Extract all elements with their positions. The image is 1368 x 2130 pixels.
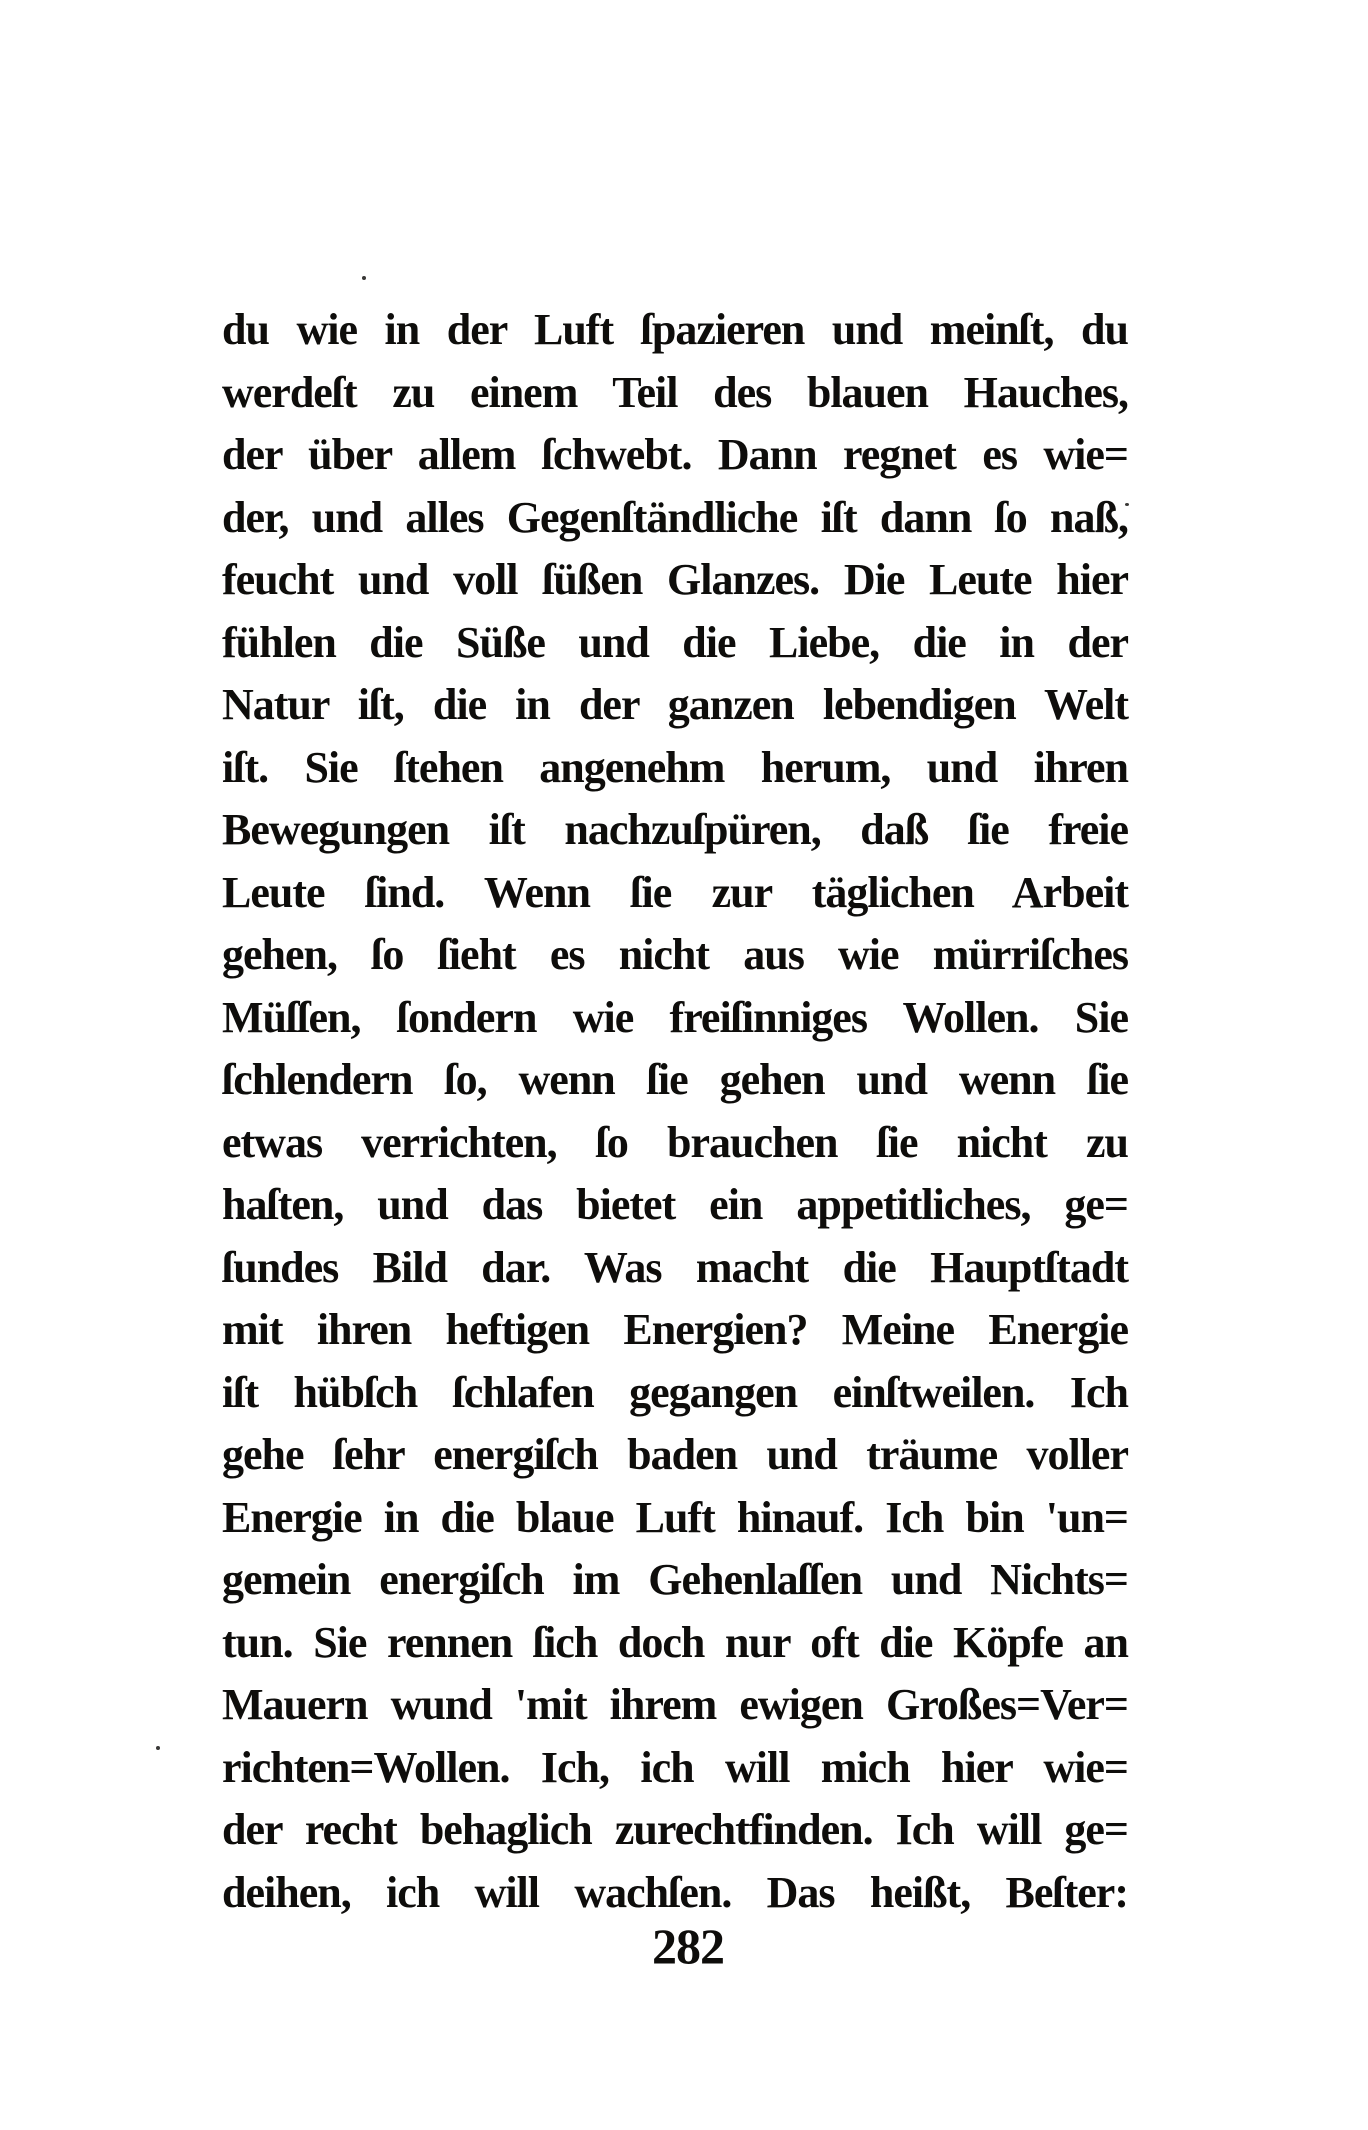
text-line: Mauern wund 'mit ihrem ewigen Großes=Ver=: [222, 1680, 1128, 1729]
text-line: der recht behaglich zurechtfinden. Ich will ge=: [222, 1805, 1128, 1854]
text-line: fühlen die Süße und die Liebe, die in der: [222, 617, 1128, 667]
text-block: [222, 299, 1128, 1924]
text-line: ſundes Bild dar. Was macht die Hauptſtadt: [222, 1242, 1128, 1292]
text-line: tun. Sie rennen ſich doch nur oft die Köpfe an: [222, 1617, 1128, 1667]
text-line: Natur iſt, die in der ganzen lebendigen Welt: [222, 680, 1128, 729]
text-line: etwas verrichten, ſo brauchen ſie nicht zu: [222, 1117, 1128, 1167]
ink-speck: [362, 276, 366, 280]
text-line: feucht und voll ſüßen Glanzes. Die Leute hier: [222, 555, 1128, 604]
text-line: der über allem ſchwebt. Dann regnet es wie=: [222, 430, 1128, 479]
text-line: der, und alles Gegenſtändliche iſt dann ſo naß,: [222, 492, 1128, 542]
text-line: gemein energiſch im Gehenlaſſen und Nichts=: [222, 1555, 1128, 1604]
text-line: gehen, ſo ſieht es nicht aus wie mürriſches: [222, 930, 1128, 979]
text-line: mit ihren heftigen Energien? Meine Energie: [222, 1305, 1128, 1354]
text-line: haſten, und das bietet ein appetitliches, ge=: [222, 1180, 1128, 1229]
text-line: werdeſt zu einem Teil des blauen Hauches,: [222, 367, 1128, 417]
text-line: du wie in der Luft ſpazieren und meinſt, du: [222, 305, 1128, 354]
text-line: Bewegungen iſt nachzuſpüren, daß ſie freie: [222, 805, 1128, 854]
text-line: iſt hübſch ſchlafen gegangen einſtweilen. Ich: [222, 1367, 1128, 1417]
text-line: Energie in die blaue Luft hinauf. Ich bin 'un=: [222, 1492, 1128, 1542]
ink-speck: [156, 1746, 160, 1750]
page-number: 282: [652, 1918, 724, 1974]
text-line: iſt. Sie ſtehen angenehm herum, und ihren: [222, 742, 1128, 792]
text-line: gehe ſehr energiſch baden und träume voller: [222, 1430, 1128, 1479]
text-line: ſchlendern ſo, wenn ſie gehen und wenn ſie: [222, 1055, 1128, 1104]
text-line: deihen, ich will wachſen. Das heißt, Beſter:: [222, 1867, 1128, 1917]
text-line: richten=Wollen. Ich, ich will mich hier wie=: [222, 1742, 1128, 1792]
text-line: Leute ſind. Wenn ſie zur täglichen Arbeit: [222, 867, 1128, 917]
text-line: Müſſen, ſondern wie freiſinniges Wollen. Sie: [222, 992, 1128, 1042]
